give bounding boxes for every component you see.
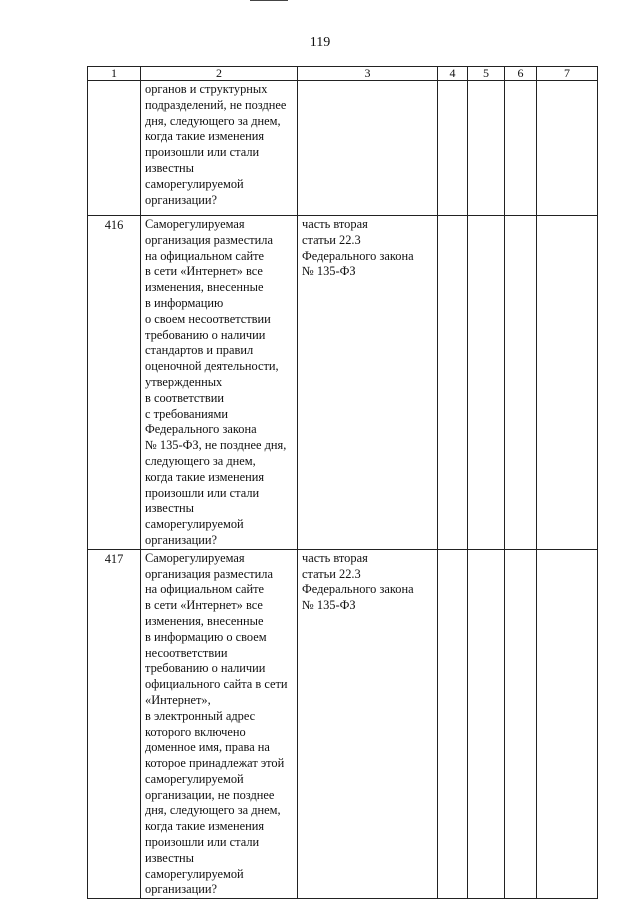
column-header: 7: [537, 67, 598, 81]
text-line: Федерального закона: [302, 582, 414, 597]
empty-cell: [505, 216, 537, 550]
text-line: № 135-ФЗ: [302, 264, 356, 279]
text-line: произошли или стали: [145, 485, 260, 500]
text-line: организации?: [145, 882, 218, 897]
text-line: утвержденных: [145, 374, 223, 389]
text-line: доменное имя, права на: [145, 740, 270, 755]
empty-cell: [438, 549, 468, 899]
text-line: организации?: [145, 192, 218, 207]
row-number: [88, 81, 141, 216]
text-line: саморегулируемой: [145, 771, 244, 786]
empty-cell: [505, 549, 537, 899]
text-line: когда такие изменения: [145, 129, 265, 144]
empty-cell: [438, 81, 468, 216]
column-header: 1: [88, 67, 141, 81]
text-line: когда такие изменения: [145, 469, 265, 484]
text-line: с требованиями: [145, 406, 228, 421]
text-line: несоответствии: [145, 645, 228, 660]
text-line: известны: [145, 501, 194, 516]
row-number: 416: [88, 216, 141, 550]
legal-reference: [298, 549, 438, 899]
text-line: о своем несоответствии: [145, 311, 271, 326]
column-number-header-row: [88, 67, 598, 81]
empty-cell: [468, 549, 505, 899]
text-line: статьи 22.3: [302, 232, 361, 247]
text-line: статьи 22.3: [302, 566, 361, 581]
text-line: организация разместила: [145, 566, 273, 581]
text-line: изменения, внесенные: [145, 280, 264, 295]
text-line: официального сайта в сети: [145, 677, 288, 692]
text-line: известны: [145, 850, 194, 865]
table-row: [88, 216, 598, 550]
table-row: [88, 81, 598, 216]
table-row: [88, 549, 598, 899]
requirement-text: [141, 81, 298, 216]
text-line: часть вторая: [302, 550, 368, 565]
text-line: № 135-ФЗ, не позднее дня,: [145, 438, 287, 453]
empty-cell: [505, 81, 537, 216]
text-line: требованию о наличии: [145, 661, 266, 676]
text-line: подразделений, не позднее: [145, 97, 287, 112]
text-line: в информацию: [145, 295, 224, 310]
text-line: следующего за днем,: [145, 453, 256, 468]
text-line: в соответствии: [145, 390, 224, 405]
empty-cell: [537, 216, 598, 550]
row-number: 417: [88, 549, 141, 899]
text-line: Федерального закона: [145, 422, 257, 437]
column-header: 6: [505, 67, 537, 81]
text-line: № 135-ФЗ: [302, 598, 356, 613]
requirement-text: [141, 216, 298, 550]
text-line: Саморегулируемая: [145, 217, 245, 231]
text-line: дня, следующего за днем,: [145, 113, 281, 128]
empty-cell: [468, 81, 505, 216]
text-line: саморегулируемой: [145, 176, 244, 191]
text-line: часть вторая: [302, 217, 368, 231]
text-line: Федерального закона: [302, 248, 414, 263]
empty-cell: [537, 81, 598, 216]
text-line: саморегулируемой: [145, 517, 244, 532]
text-line: оценочной деятельности,: [145, 359, 279, 374]
text-line: изменения, внесенные: [145, 613, 264, 628]
page-number: 119: [309, 35, 331, 50]
text-line: в электронный адрес: [145, 708, 256, 723]
text-line: организация разместила: [145, 232, 273, 247]
column-header: 3: [298, 67, 438, 81]
legal-reference: [298, 81, 438, 216]
text-line: известны: [145, 160, 194, 175]
column-header: 5: [468, 67, 505, 81]
column-header: 2: [141, 67, 298, 81]
text-line: организации?: [145, 532, 218, 547]
text-line: на официальном сайте: [145, 248, 265, 263]
empty-cell: [537, 549, 598, 899]
column-header: 4: [438, 67, 468, 81]
text-line: саморегулируемой: [145, 866, 244, 881]
text-line: организации, не позднее: [145, 787, 275, 802]
text-line: в сети «Интернет» все: [145, 598, 263, 613]
checklist-table: [87, 66, 598, 899]
text-line: Саморегулируемая: [145, 550, 245, 565]
text-line: в сети «Интернет» все: [145, 264, 263, 279]
text-line: в информацию о своем: [145, 629, 267, 644]
empty-cell: [438, 216, 468, 550]
text-line: которое принадлежат этой: [145, 756, 285, 771]
text-line: на официальном сайте: [145, 582, 265, 597]
text-line: произошли или стали: [145, 145, 260, 160]
text-line: «Интернет»,: [145, 692, 211, 707]
text-line: которого включено: [145, 724, 246, 739]
empty-cell: [468, 216, 505, 550]
text-line: требованию о наличии: [145, 327, 266, 342]
text-line: когда такие изменения: [145, 819, 265, 834]
text-line: стандартов и правил: [145, 343, 254, 358]
text-line: дня, следующего за днем,: [145, 803, 281, 818]
legal-reference: [298, 216, 438, 550]
requirement-text: [141, 549, 298, 899]
text-line: органов и структурных: [145, 82, 268, 96]
scan-edge-mark: [250, 0, 288, 1]
text-line: произошли или стали: [145, 835, 260, 850]
